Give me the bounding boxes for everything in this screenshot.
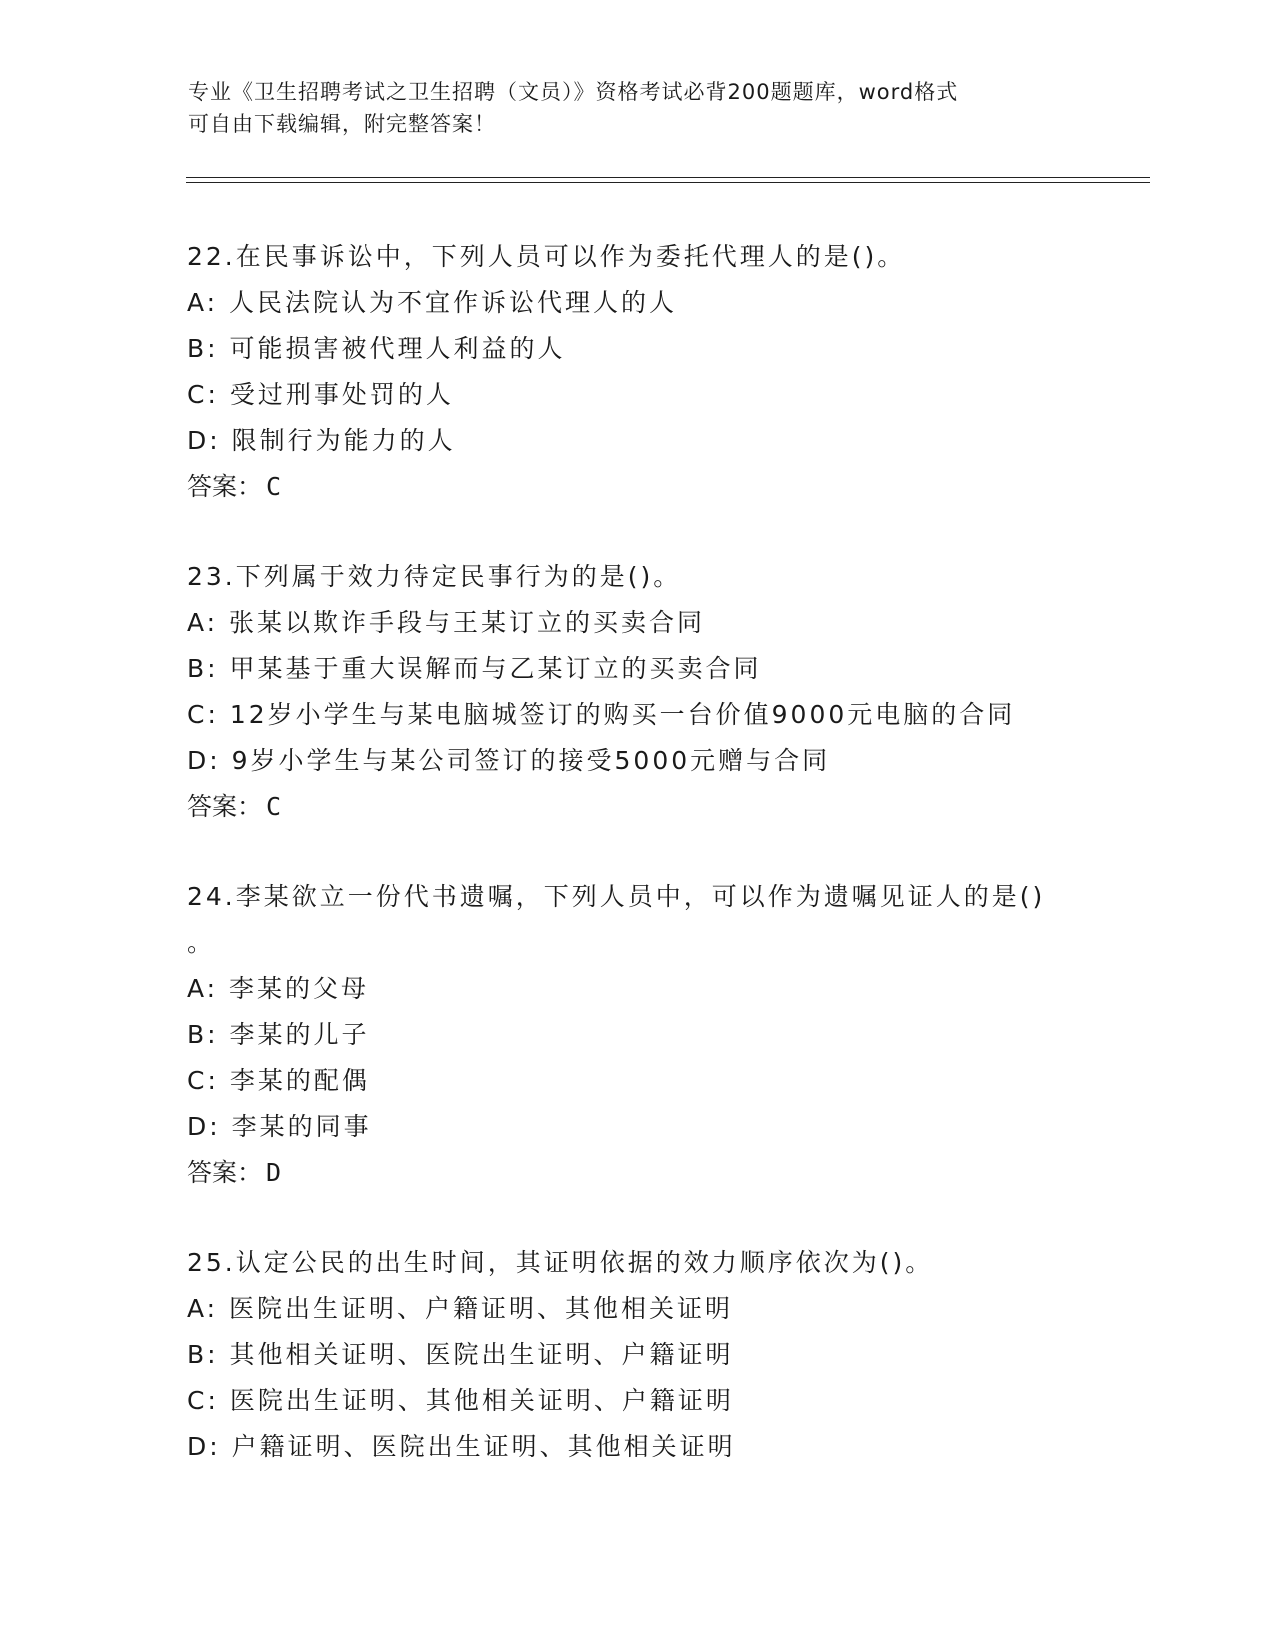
document-header — [188, 76, 1088, 140]
question-stem: 25.认定公民的出生时间，其证明依据的效力顺序依次为()。 — [187, 1248, 934, 1277]
question-23 — [187, 554, 1087, 830]
option-a: A: 人民法院认为不宜作诉讼代理人的人 — [187, 288, 678, 317]
question-stem: 22.在民事诉讼中，下列人员可以作为委托代理人的是()。 — [187, 242, 906, 271]
answer-label: 答案： — [187, 472, 263, 501]
option-d: D: 李某的同事 — [187, 1112, 372, 1141]
answer-value: C — [266, 472, 282, 501]
question-25 — [187, 1240, 1087, 1470]
question-spacer — [187, 510, 1087, 554]
header-divider-top — [186, 177, 1150, 178]
answer-value: C — [266, 792, 282, 821]
question-list — [187, 234, 1087, 1470]
header-divider-bottom — [186, 182, 1150, 183]
header-title-line-1: 专业《卫生招聘考试之卫生招聘（文员）》资格考试必背200题题库，word格式 — [188, 80, 959, 104]
answer-line — [187, 464, 1087, 510]
question-stem: 23.下列属于效力待定民事行为的是()。 — [187, 562, 682, 591]
option-b: B: 其他相关证明、医院出生证明、户籍证明 — [187, 1340, 734, 1369]
option-c: C: 受过刑事处罚的人 — [187, 380, 454, 409]
option-b: B: 李某的儿子 — [187, 1020, 370, 1049]
option-d: D: 户籍证明、医院出生证明、其他相关证明 — [187, 1432, 736, 1461]
option-b: B: 甲某基于重大误解而与乙某订立的买卖合同 — [187, 654, 762, 683]
answer-line — [187, 1150, 1087, 1196]
question-stem-continuation: 。 — [187, 928, 216, 957]
option-a: A: 张某以欺诈手段与王某订立的买卖合同 — [187, 608, 706, 637]
question-stem: 24.李某欲立一份代书遗嘱，下列人员中，可以作为遗嘱见证人的是() — [187, 882, 1046, 911]
answer-line — [187, 784, 1087, 830]
option-c: C: 李某的配偶 — [187, 1066, 370, 1095]
option-a: A: 医院出生证明、户籍证明、其他相关证明 — [187, 1294, 734, 1323]
option-b: B: 可能损害被代理人利益的人 — [187, 334, 566, 363]
option-c: C: 12岁小学生与某电脑城签订的购买一台价值9000元电脑的合同 — [187, 700, 1016, 729]
question-spacer — [187, 830, 1087, 874]
option-d: D: 9岁小学生与某公司签订的接受5000元赠与合同 — [187, 746, 831, 775]
answer-label: 答案： — [187, 792, 263, 821]
option-c: C: 医院出生证明、其他相关证明、户籍证明 — [187, 1386, 734, 1415]
header-title-line-2: 可自由下载编辑，附完整答案！ — [188, 112, 496, 136]
answer-value: D — [266, 1158, 282, 1187]
option-a: A: 李某的父母 — [187, 974, 370, 1003]
question-spacer — [187, 1196, 1087, 1240]
question-24 — [187, 874, 1087, 1196]
answer-label: 答案： — [187, 1158, 263, 1187]
option-d: D: 限制行为能力的人 — [187, 426, 456, 455]
question-22 — [187, 234, 1087, 510]
